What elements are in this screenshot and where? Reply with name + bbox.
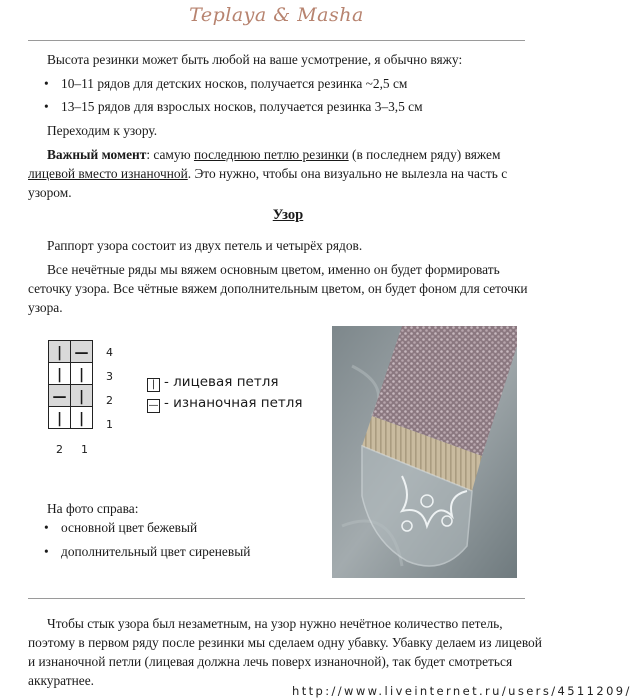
- chart-cell: —: [71, 341, 93, 363]
- chart-row-2: [49, 385, 93, 407]
- row-number: 4: [106, 346, 113, 359]
- important-text: . Это нужно, чтобы она визуально не вылезла на часть с: [187, 166, 508, 181]
- row-number: 1: [106, 418, 113, 431]
- important-underlined-2: лицевой вместо изнаночной: [28, 166, 188, 181]
- legend-knit-label: - лицевая петля: [164, 374, 279, 390]
- chart-cell: |: [49, 341, 71, 363]
- bottom-line-4: аккуратнее.: [28, 673, 95, 688]
- important-underlined-1: последнюю петлю резинки: [193, 147, 349, 162]
- bottom-line-3: и изнаночной петли (лицевая должна лечь поверх изнаночной), так будет смотреться: [28, 654, 513, 669]
- knit-stitch-icon: |: [147, 378, 160, 392]
- bullet-item: 10–11 рядов для детских носков, получается резинка ~2,5 см: [61, 76, 408, 91]
- chart-row-4: [49, 341, 93, 363]
- col-number: 2: [56, 443, 63, 456]
- important-line-1: [47, 145, 500, 164]
- important-line-2: [28, 164, 507, 183]
- header-divider: [28, 40, 525, 41]
- row-number: 3: [106, 370, 113, 383]
- purl-stitch-icon: —: [148, 400, 159, 411]
- bullet-dot: •: [44, 99, 49, 114]
- pattern-chart: [48, 340, 93, 429]
- sock-photo: [332, 326, 517, 578]
- bullet-item: 13–15 рядов для взрослых носков, получается резинка 3–3,5 см: [61, 99, 423, 114]
- intro-paragraph: Высота резинки может быть любой на ваше усмотрение, я обычно вяжу:: [47, 52, 463, 67]
- rows-text-1: Все нечётные ряды мы вяжем основным цветом, именно он будет формировать: [47, 262, 500, 277]
- bottom-line-1: Чтобы стык узора был незаметным, на узор нужно нечётное количество петель,: [47, 616, 503, 631]
- rows-text-3: узора.: [28, 300, 63, 315]
- footer-divider: [28, 598, 525, 599]
- bullet-dot: •: [44, 520, 49, 535]
- important-line-3: узором.: [28, 185, 72, 200]
- important-text: (в последнем ряду) вяжем: [348, 147, 501, 162]
- important-label: Важный момент: [47, 147, 147, 162]
- legend-purl-label: - изнаночная петля: [164, 395, 303, 411]
- rapport-text: Раппорт узора состоит из двух петель и четырёх рядов.: [47, 238, 363, 253]
- chart-row-1: [49, 407, 93, 429]
- bullet-dot: •: [44, 76, 49, 91]
- rows-text-2: сеточку узора. Все чётные вяжем дополнительным цветом, он будет фоном для сеточки: [28, 281, 528, 296]
- section-heading: Узор: [272, 207, 304, 223]
- bullet-dot: •: [44, 544, 49, 559]
- legend-knit: [147, 374, 278, 392]
- chart-cell: |: [71, 407, 93, 429]
- chart-cell: |: [71, 385, 93, 407]
- photo-note-item: дополнительный цвет сиреневый: [61, 544, 251, 559]
- photo-note-item: основной цвет бежевый: [61, 520, 198, 535]
- chart-cell: |: [49, 363, 71, 385]
- bottom-line-2: поэтому в первом ряду после резинки мы сделаем одну убавку. Убавку делаем из лицевой: [28, 635, 542, 650]
- photo-note-title: На фото справа:: [47, 501, 139, 516]
- chart-cell: |: [71, 363, 93, 385]
- chart-row-3: [49, 363, 93, 385]
- chart-cell: —: [49, 385, 71, 407]
- col-number: 1: [81, 443, 88, 456]
- important-text: : самую: [146, 147, 194, 162]
- transition-text: Переходим к узору.: [47, 123, 158, 138]
- chart-cell: |: [49, 407, 71, 429]
- row-number: 2: [106, 394, 113, 407]
- brand-logo: Teplaya & Masha: [189, 4, 364, 26]
- source-url[interactable]: http://www.liveinternet.ru/users/4511209/: [292, 684, 632, 698]
- legend-purl: [147, 395, 303, 413]
